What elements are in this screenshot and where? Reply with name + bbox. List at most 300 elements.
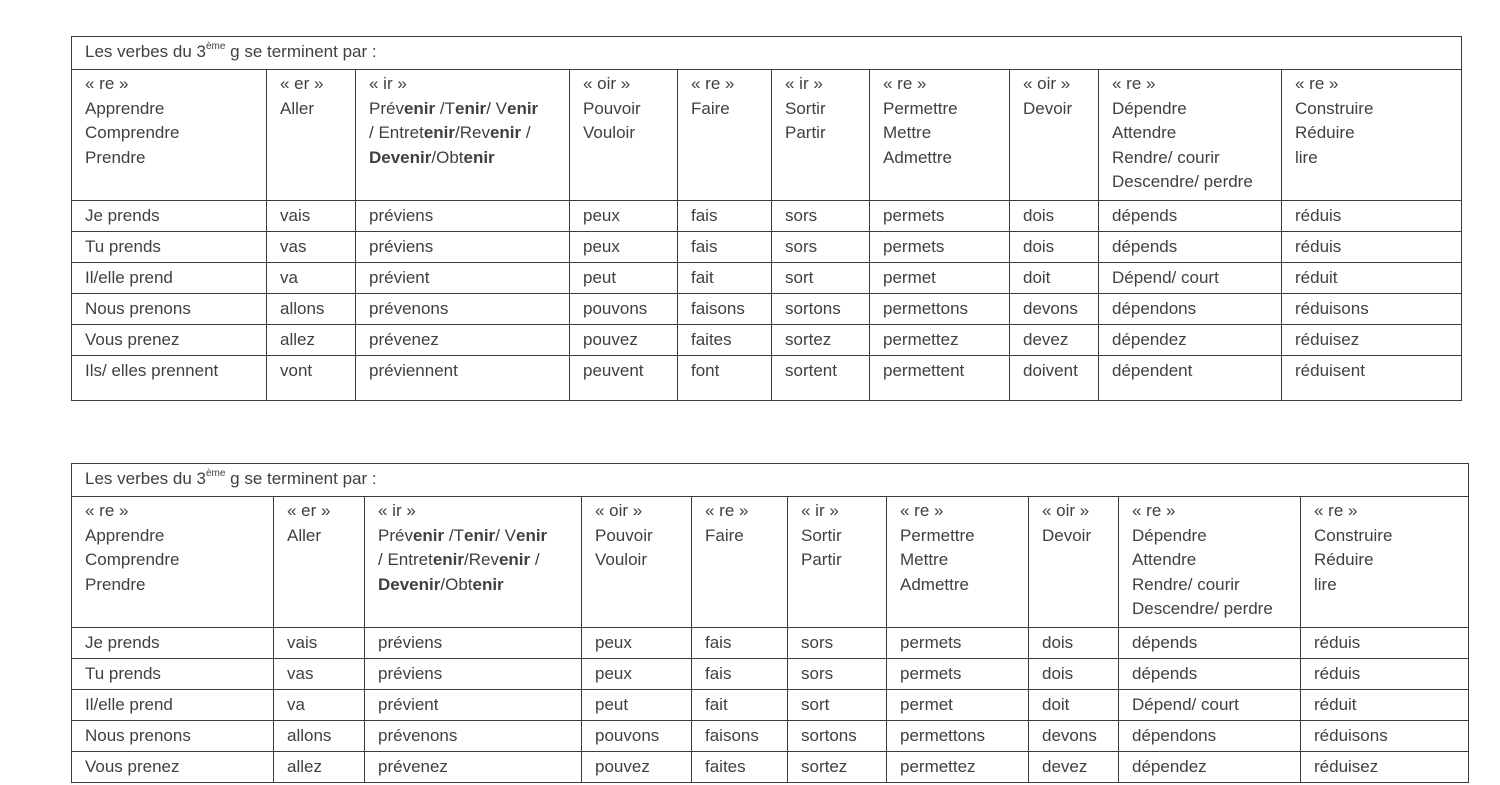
header-text: « re » <box>900 501 944 520</box>
header-line <box>1042 524 1112 549</box>
header-text: Permettre <box>883 98 958 118</box>
table-cell: permettez <box>887 752 1029 783</box>
table-cell: permettons <box>887 721 1029 752</box>
header-text: « oir » <box>595 501 643 520</box>
table-cell: Il/elle prend <box>72 263 267 294</box>
table-cell: faites <box>692 752 788 783</box>
header-text: enir <box>464 525 496 545</box>
table-cell: dépendons <box>1119 721 1301 752</box>
header-cell <box>788 497 887 628</box>
table-cell: dépendons <box>1099 294 1282 325</box>
table-cell: allez <box>274 752 365 783</box>
header-text: « ir » <box>785 74 823 93</box>
header-line <box>85 524 267 549</box>
header-cell <box>887 497 1029 628</box>
header-line <box>1023 97 1092 122</box>
table-cell: vas <box>267 232 356 263</box>
header-line <box>378 548 575 573</box>
header-text: enir <box>472 574 504 594</box>
header-line <box>583 121 671 146</box>
header-cell <box>1010 70 1099 201</box>
table-cell: réduisez <box>1301 752 1469 783</box>
header-text: Permettre <box>900 525 975 545</box>
table-cell: sort <box>772 263 870 294</box>
header-text: / Entret <box>369 123 424 142</box>
header-text: enir <box>463 147 495 167</box>
header-cell <box>72 497 274 628</box>
header-text: « re » <box>1112 74 1156 93</box>
table-cell: faisons <box>692 721 788 752</box>
header-cell <box>274 497 365 628</box>
header-line <box>801 499 880 524</box>
header-line <box>287 524 358 549</box>
header-text: / V <box>495 525 516 545</box>
table-cell: sors <box>788 628 887 659</box>
header-text: Devoir <box>1042 525 1092 545</box>
header-text: « oir » <box>1042 501 1090 520</box>
table-cell: réduis <box>1282 201 1462 232</box>
table-row <box>72 356 1462 401</box>
header-text: Prév <box>369 98 404 118</box>
table-cell: allez <box>267 325 356 356</box>
header-text: / <box>521 123 531 142</box>
table-cell: Nous prenons <box>72 721 274 752</box>
header-text: « re » <box>1132 501 1176 520</box>
table-cell: permettons <box>870 294 1010 325</box>
header-line <box>378 573 575 598</box>
header-line <box>85 97 260 122</box>
header-text: Sortir <box>785 98 826 118</box>
header-text: Devenir <box>378 574 441 594</box>
table-cell: dépends <box>1119 659 1301 690</box>
table-cell: pouvez <box>570 325 678 356</box>
header-cell <box>72 70 267 201</box>
table-cell: Ils/ elles prennent <box>72 356 267 401</box>
header-text: « re » <box>705 501 749 520</box>
header-line <box>1295 97 1455 122</box>
table-cell: peux <box>570 232 678 263</box>
table-cell: devons <box>1029 721 1119 752</box>
table-row <box>72 690 1469 721</box>
header-text: /Obt <box>440 574 473 594</box>
header-text: « er » <box>287 501 331 520</box>
table-cell: Dépend/ court <box>1099 263 1282 294</box>
table-cell: préviens <box>365 659 582 690</box>
header-text: Descendre/ perdre <box>1112 172 1253 191</box>
table-cell: sors <box>788 659 887 690</box>
table-cell: pouvons <box>582 721 692 752</box>
table-cell: font <box>678 356 772 401</box>
table-cell: Je prends <box>72 201 267 232</box>
header-line <box>1132 573 1294 598</box>
header-text: Apprendre <box>85 98 165 118</box>
table-cell: va <box>267 263 356 294</box>
header-text: Sortir <box>801 525 842 545</box>
header-line <box>1023 72 1092 97</box>
table-cell: fait <box>692 690 788 721</box>
table-cell: sortent <box>772 356 870 401</box>
table-cell: Nous prenons <box>72 294 267 325</box>
table-cell: doit <box>1010 263 1099 294</box>
header-line <box>85 146 260 171</box>
header-line <box>85 573 267 598</box>
header-text: « re » <box>1295 74 1339 93</box>
header-text: /Rev <box>464 550 499 569</box>
header-line <box>883 121 1003 146</box>
header-line <box>1042 499 1112 524</box>
header-line <box>1132 597 1294 622</box>
table-cell: dépendez <box>1119 752 1301 783</box>
table-cell: sors <box>772 201 870 232</box>
table-cell: Dépend/ court <box>1119 690 1301 721</box>
table-cell: réduisez <box>1282 325 1462 356</box>
header-text: Rendre/ courir <box>1112 147 1220 167</box>
table-cell: permets <box>887 659 1029 690</box>
table-cell: sortez <box>772 325 870 356</box>
header-text: « re » <box>1314 501 1358 520</box>
header-text: Prendre <box>85 147 146 167</box>
header-line <box>705 499 781 524</box>
header-line <box>85 499 267 524</box>
header-cell <box>772 70 870 201</box>
table-cell: pouvez <box>582 752 692 783</box>
header-line <box>1132 548 1294 573</box>
table-cell: réduisons <box>1282 294 1462 325</box>
header-cell <box>1301 497 1469 628</box>
table-cell: vas <box>274 659 365 690</box>
header-text: « re » <box>85 501 129 520</box>
header-cell <box>582 497 692 628</box>
table-cell: va <box>274 690 365 721</box>
header-text: Partir <box>801 550 842 569</box>
header-row <box>72 70 1462 201</box>
header-text: Devoir <box>1023 98 1073 118</box>
header-text: lire <box>1314 574 1337 594</box>
header-text: enir <box>455 98 487 118</box>
header-line <box>85 121 260 146</box>
header-text: Faire <box>705 525 744 545</box>
header-text: /Obt <box>431 147 464 167</box>
conjugation-table-1 <box>71 36 1462 401</box>
table-cell: peut <box>570 263 678 294</box>
table-cell: préviens <box>356 232 570 263</box>
table-cell: réduis <box>1301 659 1469 690</box>
header-line <box>85 548 267 573</box>
header-line <box>1295 72 1455 97</box>
header-cell <box>692 497 788 628</box>
header-text: Partir <box>785 123 826 142</box>
header-text: lire <box>1295 147 1318 167</box>
table-cell: sortons <box>772 294 870 325</box>
header-line <box>378 524 575 549</box>
header-text: Attendre <box>1112 123 1177 142</box>
header-text: Dépendre <box>1112 98 1187 118</box>
table-cell: prévient <box>356 263 570 294</box>
table-row <box>72 325 1462 356</box>
header-line <box>583 72 671 97</box>
header-text: Attendre <box>1132 550 1197 569</box>
header-line <box>691 72 765 97</box>
table-row <box>72 263 1462 294</box>
header-text: Réduire <box>1314 550 1374 569</box>
table-cell: vais <box>267 201 356 232</box>
header-text: Pouvoir <box>595 525 653 545</box>
header-line <box>1112 97 1275 122</box>
header-line <box>369 72 563 97</box>
table-cell: devons <box>1010 294 1099 325</box>
conjugation-table-2 <box>71 463 1469 783</box>
header-text: « re » <box>883 74 927 93</box>
header-line <box>900 548 1022 573</box>
header-text: enir <box>403 98 436 118</box>
header-text: Vouloir <box>583 123 635 142</box>
header-line <box>369 97 563 122</box>
table-row <box>72 294 1462 325</box>
table-cell: peux <box>570 201 678 232</box>
table-row <box>72 752 1469 783</box>
table-title: Les verbes du 3ème g se terminent par : <box>72 37 1462 70</box>
table-cell: allons <box>267 294 356 325</box>
table-cell: prévenons <box>356 294 570 325</box>
header-cell <box>678 70 772 201</box>
table-cell: fait <box>678 263 772 294</box>
header-text: enir <box>489 123 522 142</box>
header-text: « oir » <box>1023 74 1071 93</box>
header-line <box>1295 121 1455 146</box>
header-line <box>1314 524 1462 549</box>
header-text: / <box>530 550 540 569</box>
header-line <box>1132 524 1294 549</box>
header-text: Mettre <box>883 123 932 142</box>
table-cell: prévenez <box>356 325 570 356</box>
table-cell: réduisent <box>1282 356 1462 401</box>
header-line <box>595 548 685 573</box>
table-cell: allons <box>274 721 365 752</box>
header-text: Vouloir <box>595 550 647 569</box>
table-cell: sortons <box>788 721 887 752</box>
header-line <box>85 72 260 97</box>
table-cell: peux <box>582 628 692 659</box>
table-cell: doit <box>1029 690 1119 721</box>
header-text: Réduire <box>1295 123 1355 142</box>
header-line <box>801 524 880 549</box>
table-cell: pouvons <box>570 294 678 325</box>
header-text: « re » <box>691 74 735 93</box>
header-line <box>1112 72 1275 97</box>
header-line <box>595 524 685 549</box>
header-text: Descendre/ perdre <box>1132 599 1273 618</box>
header-line <box>378 499 575 524</box>
header-text: enir <box>412 525 445 545</box>
table-cell: Tu prends <box>72 659 274 690</box>
header-cell <box>1099 70 1282 201</box>
table-cell: Il/elle prend <box>72 690 274 721</box>
header-line <box>369 121 563 146</box>
table-cell: dois <box>1029 659 1119 690</box>
table-cell: Tu prends <box>72 232 267 263</box>
header-line <box>369 146 563 171</box>
header-text: / Entret <box>378 550 433 569</box>
table-cell: permet <box>887 690 1029 721</box>
table-cell: doivent <box>1010 356 1099 401</box>
table-row <box>72 232 1462 263</box>
header-text: « ir » <box>801 501 839 520</box>
header-line <box>280 72 349 97</box>
table-cell: dépends <box>1119 628 1301 659</box>
header-text: enir <box>506 98 539 118</box>
header-line <box>1112 121 1275 146</box>
header-line <box>1314 548 1462 573</box>
header-row <box>72 497 1469 628</box>
header-text: Construire <box>1314 525 1393 545</box>
table-cell: dépendent <box>1099 356 1282 401</box>
header-text: Rendre/ courir <box>1132 574 1240 594</box>
header-line <box>900 524 1022 549</box>
header-text: Admettre <box>883 147 952 167</box>
table-cell: permets <box>887 628 1029 659</box>
table-cell: fais <box>692 628 788 659</box>
table-cell: dois <box>1029 628 1119 659</box>
header-cell <box>1029 497 1119 628</box>
table-cell: Vous prenez <box>72 325 267 356</box>
header-text: Apprendre <box>85 525 165 545</box>
table-cell: réduit <box>1282 263 1462 294</box>
table-row <box>72 628 1469 659</box>
table-cell: devez <box>1010 325 1099 356</box>
header-text: Pouvoir <box>583 98 641 118</box>
header-cell <box>1119 497 1301 628</box>
header-cell <box>365 497 582 628</box>
table-cell: vont <box>267 356 356 401</box>
header-line <box>1314 573 1462 598</box>
table-cell: préviens <box>365 628 582 659</box>
table-cell: permet <box>870 263 1010 294</box>
header-line <box>1314 499 1462 524</box>
table-cell: fais <box>692 659 788 690</box>
table-cell: permets <box>870 201 1010 232</box>
table-cell: réduis <box>1301 628 1469 659</box>
table-cell: dois <box>1010 201 1099 232</box>
header-text: Faire <box>691 98 730 118</box>
table-cell: sortez <box>788 752 887 783</box>
table-cell: fais <box>678 201 772 232</box>
header-line <box>883 97 1003 122</box>
header-text: enir <box>498 550 531 569</box>
table-cell: fais <box>678 232 772 263</box>
header-text: /T <box>435 98 455 118</box>
table-cell: préviens <box>356 201 570 232</box>
table-cell: dépends <box>1099 201 1282 232</box>
header-line <box>785 72 863 97</box>
header-text: « ir » <box>369 74 407 93</box>
header-text: Comprendre <box>85 550 180 569</box>
header-line <box>1132 499 1294 524</box>
header-text: Admettre <box>900 574 969 594</box>
header-line <box>705 524 781 549</box>
header-cell <box>356 70 570 201</box>
table-cell: dépends <box>1099 232 1282 263</box>
table-cell: dois <box>1010 232 1099 263</box>
header-text: /T <box>444 525 464 545</box>
header-text: Mettre <box>900 550 949 569</box>
table-cell: faisons <box>678 294 772 325</box>
header-line <box>280 97 349 122</box>
header-line <box>785 97 863 122</box>
header-line <box>583 97 671 122</box>
header-line <box>1112 170 1275 195</box>
table-cell: prévenons <box>365 721 582 752</box>
header-text: Prendre <box>85 574 146 594</box>
header-text: / V <box>486 98 507 118</box>
table-cell: prévenez <box>365 752 582 783</box>
header-line <box>785 121 863 146</box>
header-line <box>1112 146 1275 171</box>
header-cell <box>870 70 1010 201</box>
table-cell: permets <box>870 232 1010 263</box>
header-text: Comprendre <box>85 123 180 142</box>
header-text: « er » <box>280 74 324 93</box>
table-cell: peux <box>582 659 692 690</box>
header-line <box>883 146 1003 171</box>
table-cell: réduit <box>1301 690 1469 721</box>
header-text: « re » <box>85 74 129 93</box>
header-cell <box>1282 70 1462 201</box>
table-cell: vais <box>274 628 365 659</box>
header-line <box>883 72 1003 97</box>
table-cell: dépendez <box>1099 325 1282 356</box>
header-line <box>900 499 1022 524</box>
header-line <box>595 499 685 524</box>
header-text: « oir » <box>583 74 631 93</box>
table-cell: sort <box>788 690 887 721</box>
table-row <box>72 659 1469 690</box>
header-text: Aller <box>280 98 315 118</box>
header-line <box>691 97 765 122</box>
header-text: Construire <box>1295 98 1374 118</box>
table-cell: faites <box>678 325 772 356</box>
table-cell: prévient <box>365 690 582 721</box>
table-cell: sors <box>772 232 870 263</box>
table-cell: peut <box>582 690 692 721</box>
header-text: Prév <box>378 525 413 545</box>
header-text: Devenir <box>369 147 432 167</box>
table-row <box>72 201 1462 232</box>
table-cell: permettez <box>870 325 1010 356</box>
header-text: Aller <box>287 525 322 545</box>
header-line <box>287 499 358 524</box>
table-cell: préviennent <box>356 356 570 401</box>
table-cell: réduis <box>1282 232 1462 263</box>
header-cell <box>570 70 678 201</box>
header-text: enir <box>515 525 548 545</box>
header-cell <box>267 70 356 201</box>
header-text: « ir » <box>378 501 416 520</box>
table-cell: Je prends <box>72 628 274 659</box>
table-cell: Vous prenez <box>72 752 274 783</box>
header-line <box>801 548 880 573</box>
header-text: /Rev <box>455 123 490 142</box>
table-title: Les verbes du 3ème g se terminent par : <box>72 464 1469 497</box>
table-row <box>72 721 1469 752</box>
header-text: enir <box>432 550 464 569</box>
header-text: Dépendre <box>1132 525 1207 545</box>
header-text: enir <box>423 123 455 142</box>
header-line <box>1295 146 1455 171</box>
table-cell: réduisons <box>1301 721 1469 752</box>
table-cell: permettent <box>870 356 1010 401</box>
header-line <box>900 573 1022 598</box>
table-cell: peuvent <box>570 356 678 401</box>
